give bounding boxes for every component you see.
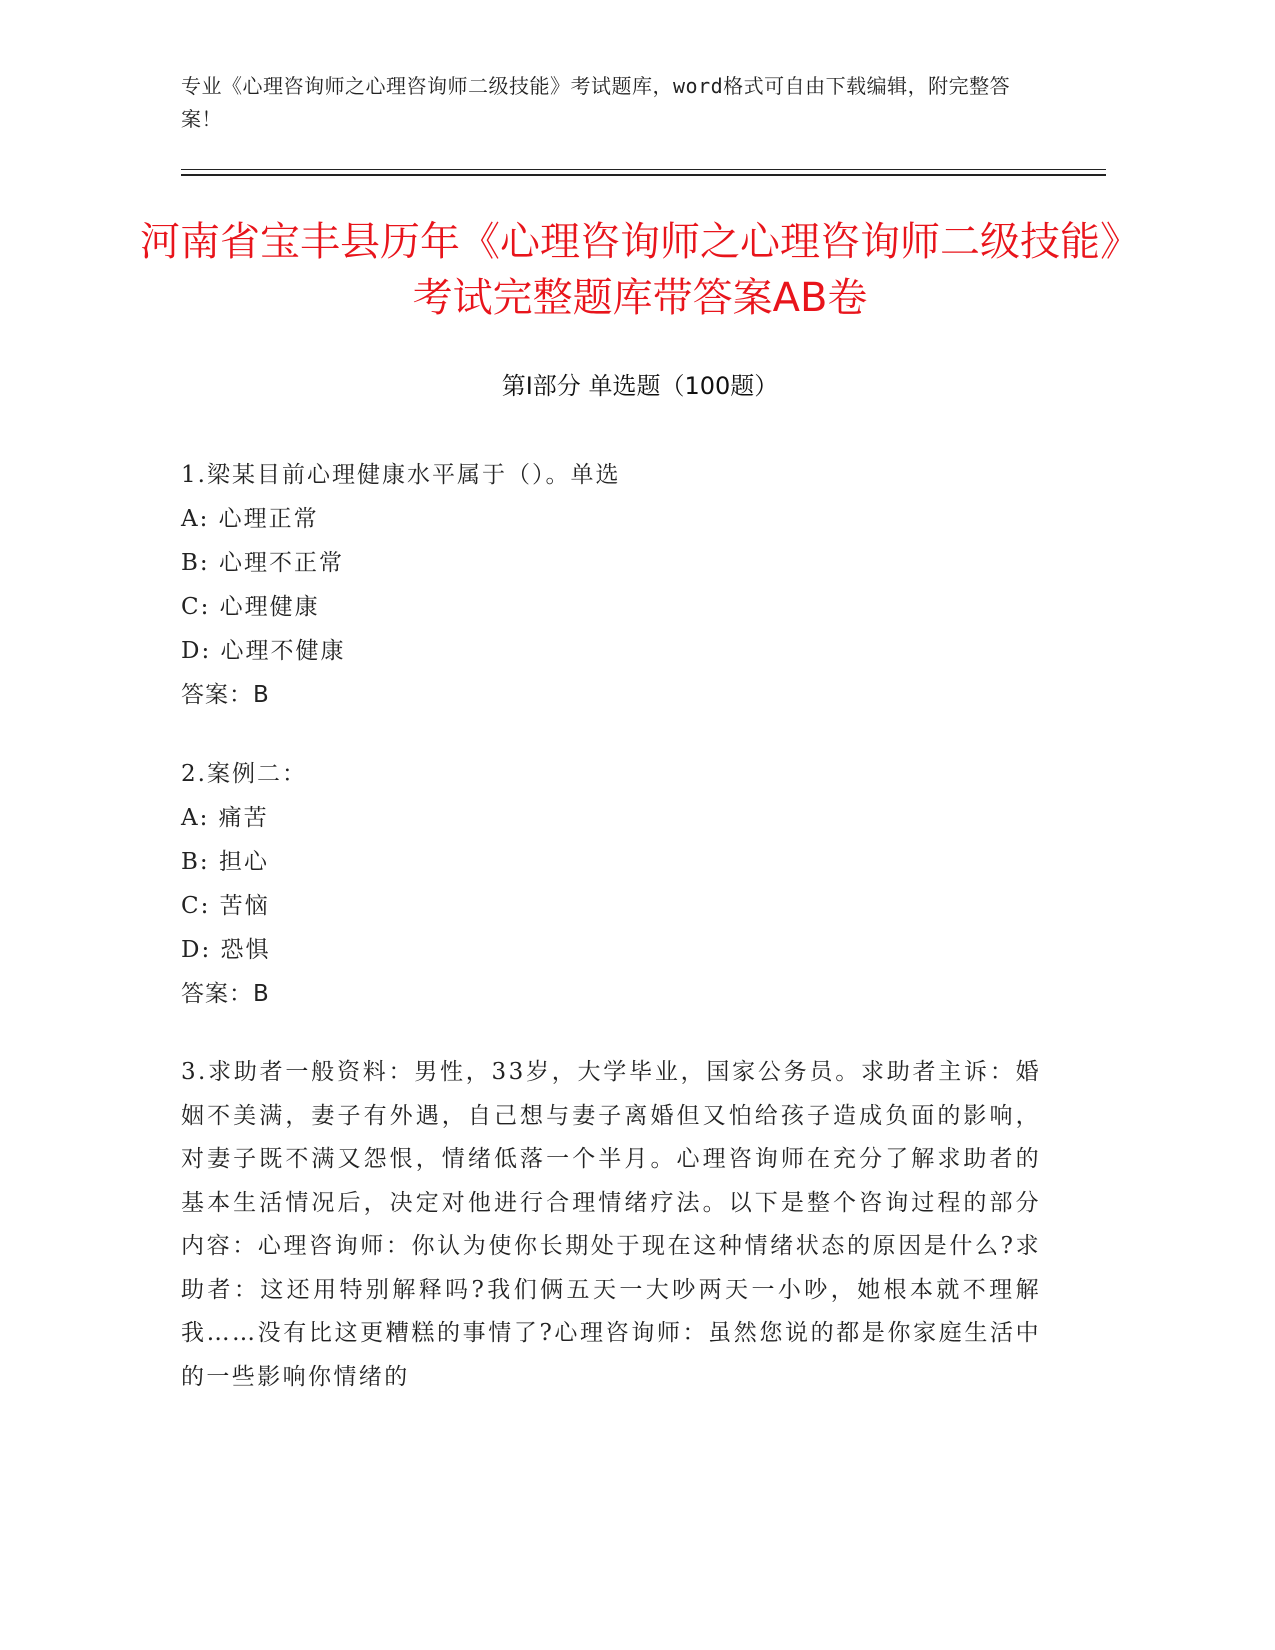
option-a: A: 心理正常 [181, 506, 319, 532]
question-stem: 1.梁某目前心理健康水平属于（）。单选 [181, 462, 621, 488]
question-list [181, 453, 1041, 1434]
question-1 [181, 453, 1041, 717]
question-3 [181, 1051, 1041, 1399]
answer: 答案：B [181, 682, 270, 708]
question-2 [181, 752, 1041, 1016]
option-a: A: 痛苦 [181, 805, 269, 831]
document-title: 河南省宝丰县历年《心理咨询师之心理咨询师二级技能》考试完整题库带答案AB卷 [140, 219, 1140, 321]
option-b: B: 心理不正常 [181, 550, 344, 576]
section-title: 第Ⅰ部分 单选题（100题） [501, 372, 779, 400]
question-stem: 3.求助者一般资料：男性，33岁，大学毕业，国家公务员。求助者主诉：婚姻不美满，妻子有外遇，自己想与妻子离婚但又怕给孩子造成负面的影响，对妻子既不满又怨恨，情绪低落一个半月。心理咨询师在充分了解求助者的基本生活情况后，决定对他进行合理情绪疗法。以下是整个咨询过程的部分内容：心理咨询师：你认为使你长期处于现在这种情绪状态的原因是什么?求助者：这还用特别解释吗?我们俩五天一大吵两天一小吵，她根本就不理解我……没有比这更糟糕的事情了?心理咨询师：虽然您说的都是你家庭生活中的一些影响你情绪的 [181, 1059, 1041, 1390]
header-divider-thin [181, 169, 1106, 170]
question-stem: 2.案例二： [181, 761, 307, 787]
answer: 答案：B [181, 981, 270, 1007]
option-c: C: 苦恼 [181, 893, 270, 919]
option-b: B: 担心 [181, 849, 269, 875]
option-d: D: 心理不健康 [181, 638, 346, 664]
option-d: D: 恐惧 [181, 937, 271, 963]
header-note: 专业《心理咨询师之心理咨询师二级技能》考试题库，word格式可自由下载编辑，附完整答案！ [181, 74, 1011, 131]
header-divider-thick [181, 174, 1106, 176]
option-c: C: 心理健康 [181, 594, 320, 620]
